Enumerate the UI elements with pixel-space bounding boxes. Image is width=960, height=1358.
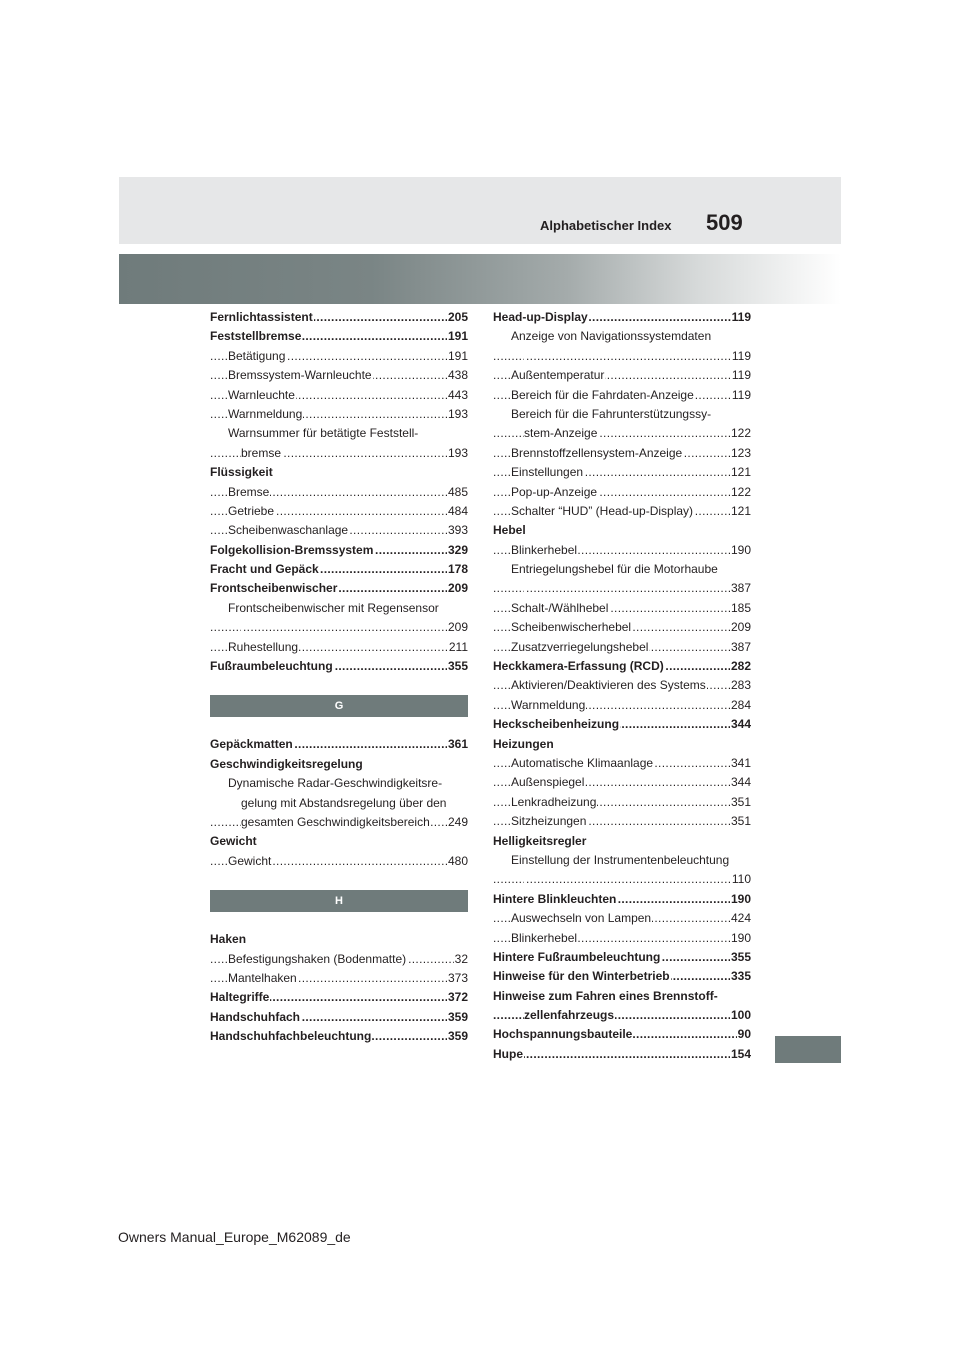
index-entry-text: Scheibenwischerhebel [511, 620, 632, 635]
index-column-left [210, 308, 468, 1047]
index-entry-page: 193 [447, 405, 468, 424]
index-entry-main [493, 1025, 751, 1044]
index-entry-text: Lenkradheizung [511, 794, 597, 809]
index-entry-sub [493, 366, 751, 385]
index-entry-page: 209 [447, 618, 468, 637]
index-entry-text: Bremssystem-Warnleuchte [228, 368, 372, 383]
index-entry-text: Folgekollision-Bremssystem [210, 542, 374, 557]
index-entry-main [493, 715, 751, 734]
index-entry-page: 190 [730, 929, 751, 948]
index-entry-sub [493, 541, 751, 560]
index-entry-text [524, 872, 525, 886]
index-entry-text: Gewicht [210, 834, 257, 849]
index-entry-text: Betätigung [228, 348, 286, 363]
index-letter-header: H [210, 890, 468, 912]
index-entry-sub [493, 870, 751, 889]
index-entry-text [524, 349, 525, 363]
index-entry-sub [493, 754, 751, 773]
index-entry-sub [210, 618, 468, 637]
index-entry-page: 484 [447, 502, 468, 521]
index-column-right [493, 308, 751, 1064]
index-entry-page: 178 [447, 560, 468, 579]
index-entry-main [210, 735, 468, 754]
index-entry-text: Entriegelungshebel für die Motorhaube [511, 562, 718, 577]
index-entry-text: Helligkeitsregler [493, 833, 587, 848]
index-entry-text: stem-Anzeige [524, 426, 598, 441]
index-entry-sub [210, 366, 468, 385]
index-entry-main [210, 1027, 468, 1046]
index-entry-text: Bereich für die Fahrdaten-Anzeige [511, 387, 694, 402]
index-entry-text: Gewicht [228, 853, 272, 868]
index-entry-page: 443 [447, 386, 468, 405]
index-entry-main [493, 735, 751, 754]
index-entry-text: Pop-up-Anzeige [511, 484, 598, 499]
index-entry-main [493, 657, 751, 676]
index-entry-text: Ruhestellung [228, 639, 299, 654]
index-entry-main [210, 541, 468, 560]
index-entry-text: Fußraumbeleuchtung [210, 659, 333, 674]
index-entry-sub [493, 347, 751, 366]
index-entry-text: Fracht und Gepäck [210, 562, 319, 577]
index-entry-text: Außentemperatur [511, 368, 605, 383]
index-entry-text: Automatische Klimaanlage [511, 755, 654, 770]
index-entry-main [210, 327, 468, 346]
index-entry-text: Haken [210, 932, 247, 947]
index-entry-sub [210, 969, 468, 988]
index-entry-text: Hintere Fußraumbeleuchtung [493, 949, 661, 964]
index-entry-text: Zusatzverriegelungshebel [511, 639, 649, 654]
index-entry-main [210, 657, 468, 676]
section-title: Alphabetischer Index [540, 218, 672, 233]
index-entry-sub [493, 444, 751, 463]
index-entry-text: Handschuhfachbeleuchtung [210, 1029, 372, 1044]
index-entry-sub [493, 696, 751, 715]
index-entry-text: Fernlichtassistent [210, 310, 313, 324]
index-entry-page: 341 [730, 754, 751, 773]
index-entry-sub [210, 774, 468, 793]
index-entry-text: Hinweise zum Fahren eines Brennstoff- [493, 988, 718, 1003]
index-entry-sub [493, 851, 751, 870]
index-entry-text: Schalter “HUD” (Head-up-Display) [511, 503, 694, 518]
index-entry-page: 284 [730, 696, 751, 715]
index-entry-page: 329 [447, 541, 468, 560]
index-entry-text: Dynamische Radar-Geschwindigkeitsre- [228, 776, 443, 791]
index-entry-page: 191 [447, 327, 468, 346]
index-entry-text: zellenfahrzeugs [524, 1008, 615, 1023]
index-entry-page: 119 [731, 386, 751, 405]
index-entry-page: 191 [447, 347, 468, 366]
index-entry-sub [493, 618, 751, 637]
index-entry-main [210, 560, 468, 579]
index-entry-text: Scheibenwaschanlage [228, 523, 349, 538]
index-entry-text [241, 620, 242, 634]
index-entry-text: Flüssigkeit [210, 465, 273, 480]
index-entry-main [210, 1008, 468, 1027]
index-entry-sub [493, 929, 751, 948]
index-entry-text: Aktivieren/Deaktivieren des Systems [511, 678, 706, 693]
chapter-side-tab [775, 1036, 841, 1063]
index-entry-page: 119 [731, 308, 751, 327]
index-entry-page: 205 [447, 308, 468, 327]
index-entry-page: 282 [730, 657, 751, 676]
index-entry-page: 249 [447, 813, 468, 832]
index-entry-page: 122 [730, 424, 751, 443]
index-entry-text: Hinweise für den Winterbetrieb [493, 969, 670, 984]
index-entry-main [210, 463, 468, 482]
index-entry-sub [493, 909, 751, 928]
index-entry-page: 351 [730, 793, 751, 812]
index-entry-page: 373 [447, 969, 468, 988]
index-entry-sub [210, 599, 468, 618]
index-entry-text: Geschwindigkeitsregelung [210, 756, 363, 771]
index-entry-main [210, 930, 468, 949]
index-entry-page: 185 [730, 599, 751, 618]
index-entry-text: Einstellungen [511, 465, 584, 480]
index-entry-text: Befestigungshaken (Bodenmatte) [228, 951, 407, 966]
index-entry-sub [493, 812, 751, 831]
index-entry-sub [493, 560, 751, 579]
index-entry-text: Hochspannungsbauteile [493, 1027, 633, 1042]
page-number: 509 [706, 210, 743, 235]
index-entry-sub [210, 386, 468, 405]
index-entry-page: 438 [447, 366, 468, 385]
index-entry-text: Schalt-/Wählhebel [511, 600, 609, 615]
index-entry-main [210, 579, 468, 598]
index-entry-page: 355 [447, 657, 468, 676]
index-entry-text: Auswechseln von Lampen [511, 911, 652, 926]
index-letter-header: G [210, 695, 468, 717]
index-entry-page: 359 [447, 1008, 468, 1027]
index-entry-text: Brennstoffzellensystem-Anzeige [511, 445, 683, 460]
index-entry-sub [210, 521, 468, 540]
index-entry-main [210, 988, 468, 1007]
index-entry-sub [210, 405, 468, 424]
index-entry-page: 344 [730, 773, 751, 792]
index-entry-main [493, 890, 751, 909]
index-entry-text: Mantelhaken [228, 970, 297, 985]
index-entry-page: 361 [447, 735, 468, 754]
index-entry-text: Getriebe [228, 503, 275, 518]
index-entry-main [210, 755, 468, 774]
index-entry-sub [210, 347, 468, 366]
index-entry-text: Warnsummer für betätigte Feststell- [228, 426, 419, 441]
index-entry-main [493, 832, 751, 851]
index-entry-text: Warnmeldung [228, 406, 303, 421]
index-entry-main [493, 967, 751, 986]
index-entry-sub [493, 773, 751, 792]
index-entry-main [493, 521, 751, 540]
footer-text: Owners Manual_Europe_M62089_de [118, 1229, 351, 1245]
index-entry-page: 424 [730, 909, 751, 928]
index-entry-text: Warnmeldung [511, 697, 586, 712]
index-entry-page: 387 [730, 579, 751, 598]
index-entry-sub [493, 483, 751, 502]
index-entry-page: 122 [730, 483, 751, 502]
index-entry-page: 209 [730, 618, 751, 637]
index-entry-page: 355 [730, 948, 751, 967]
index-entry-text: Heckscheibenheizung [493, 717, 620, 732]
index-entry-sub [210, 424, 468, 443]
index-entry-page: 190 [730, 541, 751, 560]
index-entry-text: Haltegriffe [210, 990, 270, 1005]
index-entry-sub [493, 638, 751, 657]
index-entry-sub [493, 424, 751, 443]
index-entry-sub [493, 405, 751, 424]
index-entry-main [493, 308, 751, 327]
index-entry-sub [493, 386, 751, 405]
index-entry-main [210, 308, 468, 327]
index-entry-sub [210, 444, 468, 463]
index-entry-main [210, 832, 468, 851]
index-entry-text: Warnleuchte [228, 387, 295, 402]
index-entry-text: Blinkerhebel [511, 930, 578, 945]
index-entry-text: Heckkamera-Erfassung (RCD) [493, 659, 664, 674]
index-entry-text: Sitzheizungen [511, 814, 587, 829]
index-entry-text: Head-up-Display [493, 310, 588, 324]
index-entry-page: 393 [447, 521, 468, 540]
index-entry-page: 283 [730, 676, 751, 695]
decorative-gradient-band [119, 254, 841, 304]
index-entry-text: Gepäckmatten [210, 737, 293, 752]
index-entry-page: 193 [447, 444, 468, 463]
index-entry-sub [493, 793, 751, 812]
index-entry-sub [493, 599, 751, 618]
index-entry-text: Bereich für die Fahrunterstützungssy- [511, 406, 712, 421]
index-entry-main [493, 1045, 751, 1064]
index-entry-text: Hintere Blinkleuchten [493, 891, 617, 906]
index-entry-sub [210, 502, 468, 521]
index-entry-text: Hebel [493, 523, 526, 538]
index-entry-sub [210, 794, 468, 813]
index-entry-sub [493, 327, 751, 346]
index-entry-text: Außenspiegel [511, 775, 585, 790]
index-entry-page: 351 [730, 812, 751, 831]
index-entry-text: Einstellung der Instrumentenbeleuchtung [511, 852, 730, 867]
index-entry-text [524, 581, 525, 595]
index-entry-sub [210, 852, 468, 871]
index-entry-page: 121 [730, 463, 751, 482]
index-entry-text: Blinkerhebel [511, 542, 578, 557]
index-entry-text: Hupe [493, 1046, 523, 1061]
index-entry-page: 90 [737, 1025, 751, 1044]
index-entry-page: 344 [730, 715, 751, 734]
index-entry-page: 359 [447, 1027, 468, 1046]
index-entry-sub [493, 463, 751, 482]
index-entry-main [493, 987, 751, 1006]
index-entry-sub [493, 579, 751, 598]
index-entry-main [493, 1006, 751, 1025]
index-entry-text: bremse [241, 445, 282, 460]
index-entry-page: 372 [447, 988, 468, 1007]
index-entry-page: 110 [731, 870, 751, 889]
index-entry-page: 154 [730, 1045, 751, 1064]
index-entry-page: 387 [730, 638, 751, 657]
index-entry-page: 335 [730, 967, 751, 986]
index-entry-page: 119 [731, 347, 751, 366]
index-entry-text: Bremse [228, 484, 270, 499]
index-entry-page: 485 [447, 483, 468, 502]
index-entry-sub [210, 483, 468, 502]
index-entry-page: 480 [447, 852, 468, 871]
index-entry-sub [210, 813, 468, 832]
index-entry-page: 211 [448, 638, 468, 657]
index-entry-sub [210, 950, 468, 969]
index-entry-page: 209 [447, 579, 468, 598]
index-entry-page: 119 [731, 366, 751, 385]
index-entry-page: 121 [730, 502, 751, 521]
index-entry-text: Feststellbremse [210, 329, 302, 344]
index-entry-text: Handschuhfach [210, 1009, 301, 1024]
index-entry-page: 100 [730, 1006, 751, 1025]
index-entry-text: gelung mit Abstandsregelung über den [241, 795, 447, 810]
index-entry-page: 123 [730, 444, 751, 463]
index-entry-text: Frontscheibenwischer [210, 581, 338, 596]
index-entry-text: Heizungen [493, 736, 554, 751]
index-entry-sub [210, 638, 468, 657]
index-entry-sub [493, 502, 751, 521]
index-entry-page: 32 [454, 950, 468, 969]
index-entry-text: Anzeige von Navigationssystemdaten [511, 329, 712, 344]
index-entry-main [493, 948, 751, 967]
index-entry-text: Frontscheibenwischer mit Regensensor [228, 600, 439, 615]
index-entry-sub [493, 676, 751, 695]
index-entry-page: 190 [730, 890, 751, 909]
index-entry-text: gesamten Geschwindigkeitsbereich [241, 814, 430, 829]
